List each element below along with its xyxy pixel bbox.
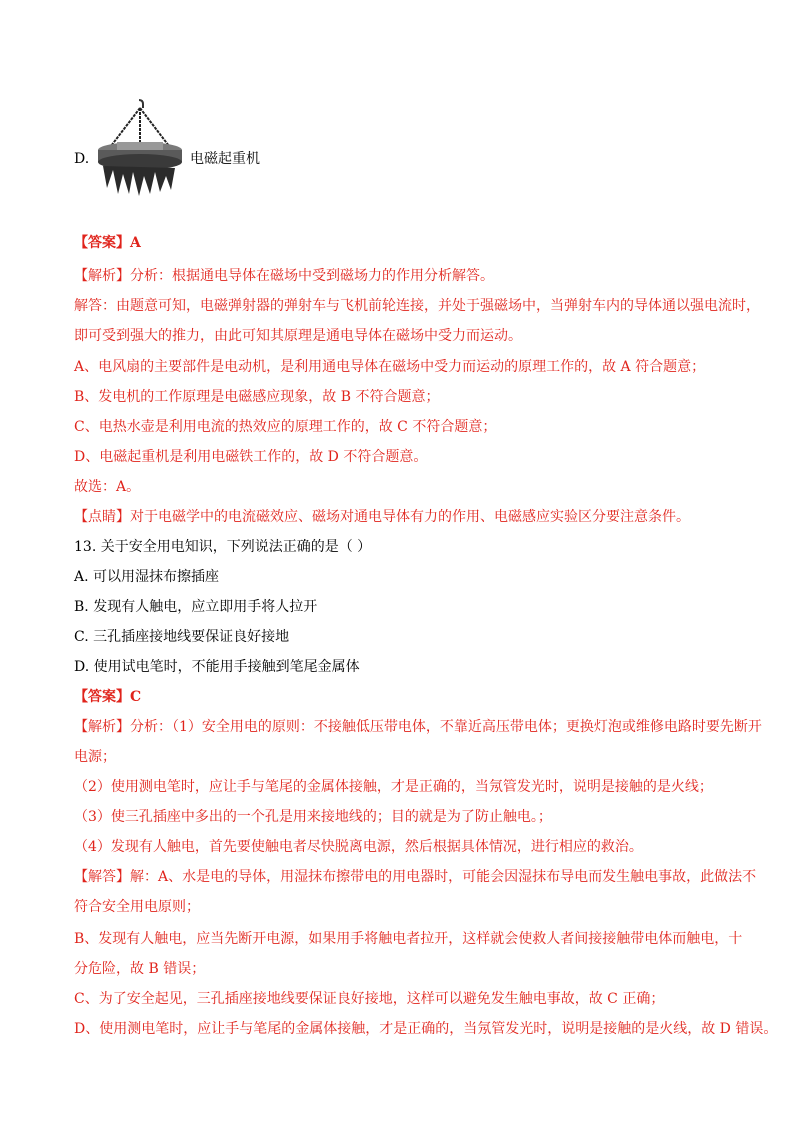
q12-analysis-line: B、发电机的工作原理是电磁感应现象，故 B 不符合题意； (74, 389, 440, 405)
electromagnetic-crane-image (97, 98, 183, 200)
option-d-label: 电磁起重机 (190, 151, 260, 167)
q12-key-point: 【点睛】对于电磁学中的电流磁效应、磁场对通电导体有力的作用、电磁感应实验区分要注意条件。 (74, 509, 690, 525)
q12-analysis-line: 即可受到强大的推力，由此可知其原理是通电导体在磁场中受力而运动。 (74, 328, 522, 344)
q13-solution-line: 【解答】解：A、水是电的导体，用湿抹布擦带电的用电器时，可能会因湿抹布导电而发生触电事故，此做法不 (74, 869, 757, 885)
q13-analysis-line: （2）使用测电笔时，应让手与笔尾的金属体接触，才是正确的，当氖管发光时，说明是接触的是火线； (74, 779, 713, 795)
q13-option-c: C. 三孔插座接地线要保证良好接地 (74, 629, 290, 645)
q12-analysis-line: A、电风扇的主要部件是电动机，是利用通电导体在磁场中受力而运动的原理工作的，故 A 符合题意； (74, 359, 706, 375)
q13-option-b: B. 发现有人触电，应立即用手将人拉开 (74, 599, 318, 615)
q12-analysis-line: C、电热水壶是利用电流的热效应的原理工作的，故 C 不符合题意； (74, 419, 497, 435)
q12-analysis-line: D、电磁起重机是利用电磁铁工作的，故 D 不符合题意。 (74, 449, 428, 465)
q13-option-a: A. 可以用湿抹布擦插座 (74, 569, 220, 585)
q13-option-d: D. 使用试电笔时，不能用手接触到笔尾金属体 (74, 659, 360, 675)
q13-answer: 【答案】C (74, 689, 142, 705)
q13-analysis-line: 电源； (74, 749, 116, 765)
q13-question: 13. 关于安全用电知识，下列说法正确的是（ ） (74, 539, 372, 555)
q13-analysis-line: （4）发现有人触电，首先要使触电者尽快脱离电源，然后根据具体情况，进行相应的救治。 (74, 839, 643, 855)
q13-solution-line: 符合安全用电原则； (74, 899, 200, 915)
q12-answer: 【答案】A (74, 235, 141, 251)
q12-analysis-line: 解答：由题意可知，电磁弹射器的弹射车与飞机前轮连接，并处于强磁场中，当弹射车内的导体通以强电流时， (74, 298, 760, 314)
q13-analysis-line: 【解析】分析：（1）安全用电的原则：不接触低压带电体，不靠近高压带电体；更换灯泡或维修电路时要先断开 (74, 719, 762, 735)
q13-solution-line: 分危险，故 B 错误； (74, 961, 206, 977)
q13-analysis-line: （3）使三孔插座中多出的一个孔是用来接地线的；目的就是为了防止触电。； (74, 809, 552, 825)
q13-solution-line: D、使用测电笔时，应让手与笔尾的金属体接触，才是正确的，当氖管发光时，说明是接触的是火线，故 D 错误。 (74, 1021, 778, 1037)
q12-conclusion: 故选：A。 (74, 479, 141, 495)
q13-solution-line: C、为了安全起见，三孔插座接地线要保证良好接地，这样可以避免发生触电事故，故 C 正确； (74, 991, 665, 1007)
option-d-letter: D. (74, 151, 90, 167)
q12-analysis-line: 【解析】分析：根据通电导体在磁场中受到磁场力的作用分析解答。 (74, 268, 494, 284)
q13-solution-line: B、发现有人触电，应当先断开电源，如果用手将触电者拉开，这样就会使救人者间接接触带电体而触电，十 (74, 931, 743, 947)
